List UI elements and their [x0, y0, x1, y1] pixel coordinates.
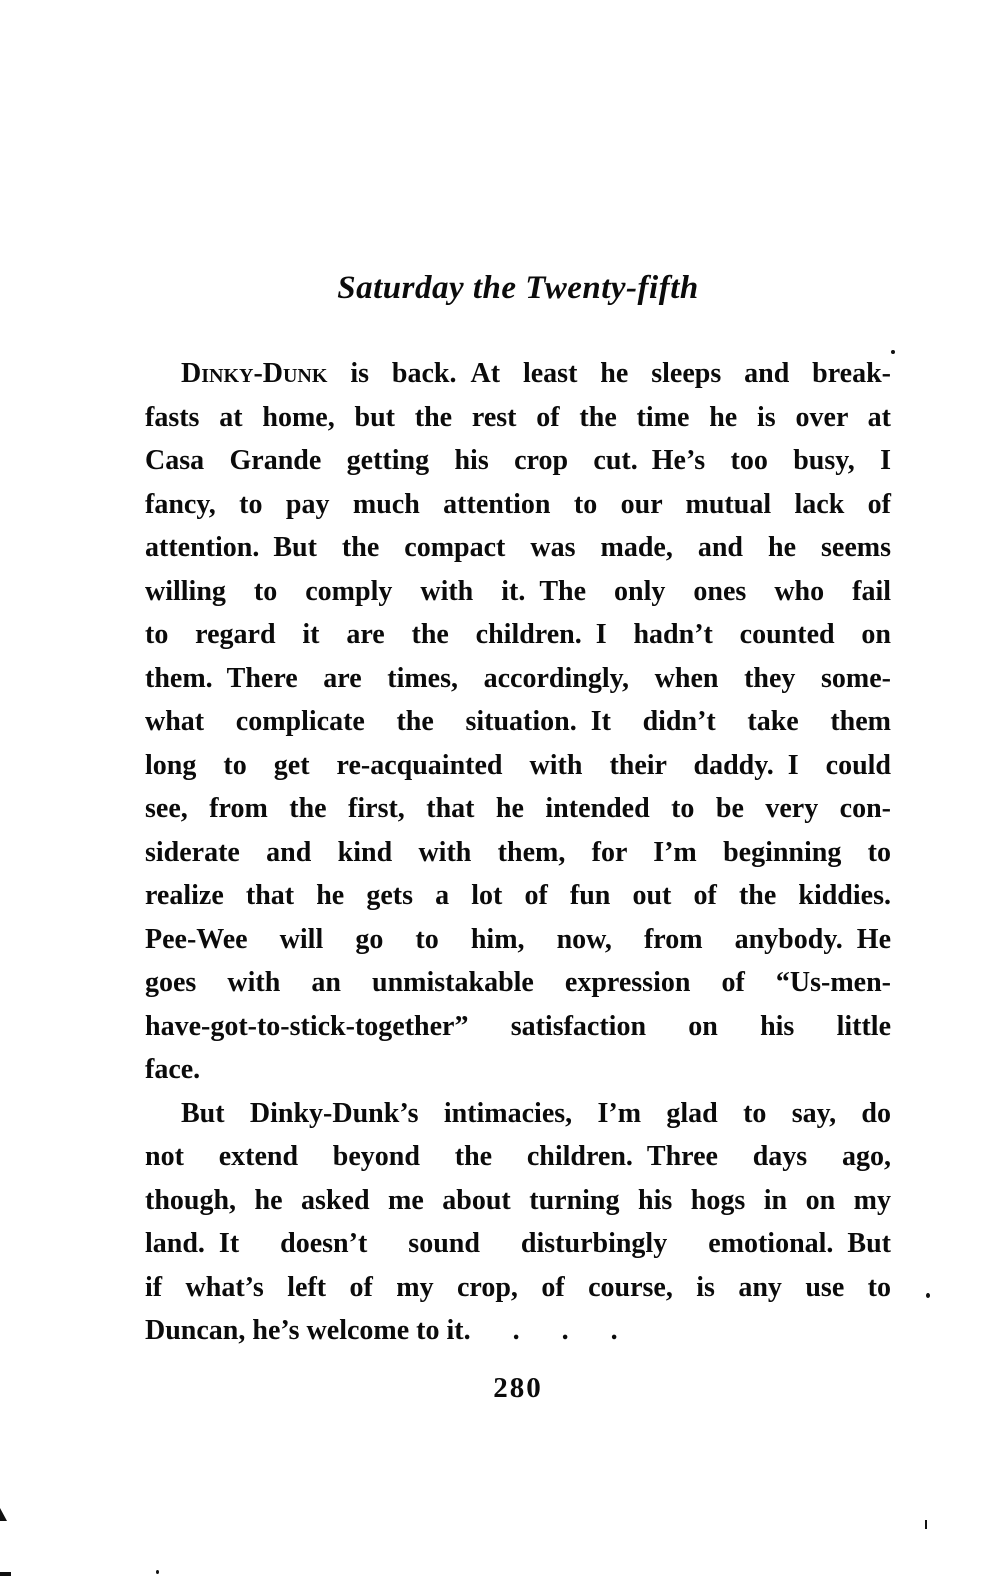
text-line: face. [145, 1054, 201, 1085]
text-line: land. It doesn’t sound disturbingly emotional. But [145, 1228, 891, 1259]
text-line: not extend beyond the children. Three days ago, [145, 1141, 891, 1172]
text-line: attention. But the compact was made, and he seems [145, 532, 891, 563]
text-line: Duncan, he’s welcome to it. . . . [145, 1315, 618, 1346]
text-line: Pee-Wee will go to him, now, from anybody. He [145, 923, 891, 955]
text-line: though, he asked me about turning his hogs in on my [145, 1184, 891, 1216]
small-caps-name: Dinky-Dunk [181, 358, 328, 389]
body-text [145, 352, 891, 1353]
text-line: willing to comply with it. The only ones who fail [145, 575, 891, 607]
scan-speck [0, 1508, 7, 1521]
text-line: fasts at home, but the rest of the time he is over at [145, 401, 891, 433]
chapter-heading: Saturday the Twenty-fifth [337, 270, 699, 306]
text-line: see, from the first, that he intended to be very con- [145, 793, 891, 824]
text-line: to regard it are the children. I hadn’t counted on [145, 619, 891, 650]
text-line: goes with an unmistakable expression of “Us-men- [145, 967, 891, 998]
scan-speck [156, 1570, 159, 1574]
scan-speck [925, 1520, 927, 1529]
text-line: long to get re-acquainted with their daddy. I could [145, 749, 891, 781]
scan-speck [891, 350, 895, 354]
text-line: if what’s left of my crop, of course, is any use to [145, 1271, 891, 1303]
text-line: fancy, to pay much attention to our mutual lack of [145, 488, 891, 520]
text-line [145, 352, 891, 396]
scan-speck [926, 1293, 930, 1298]
text-line: them. There are times, accordingly, when they some- [145, 662, 891, 694]
text-line: siderate and kind with them, for I’m beginning to [145, 836, 891, 868]
text-line: Casa Grande getting his crop cut. He’s too busy, I [145, 445, 891, 476]
scan-speck [0, 1572, 11, 1576]
text-line: realize that he gets a lot of fun out of the kiddies. [145, 880, 891, 911]
text-line: But Dinky-Dunk’s intimacies, I’m glad to say, do [181, 1097, 891, 1129]
page-number: 280 [493, 1372, 543, 1404]
text-line: have-got-to-stick-together” satisfaction on his little [145, 1010, 891, 1042]
text-span: is back. At least he sleeps and break- [327, 358, 891, 389]
text-line: what complicate the situation. It didn’t take them [145, 706, 891, 737]
